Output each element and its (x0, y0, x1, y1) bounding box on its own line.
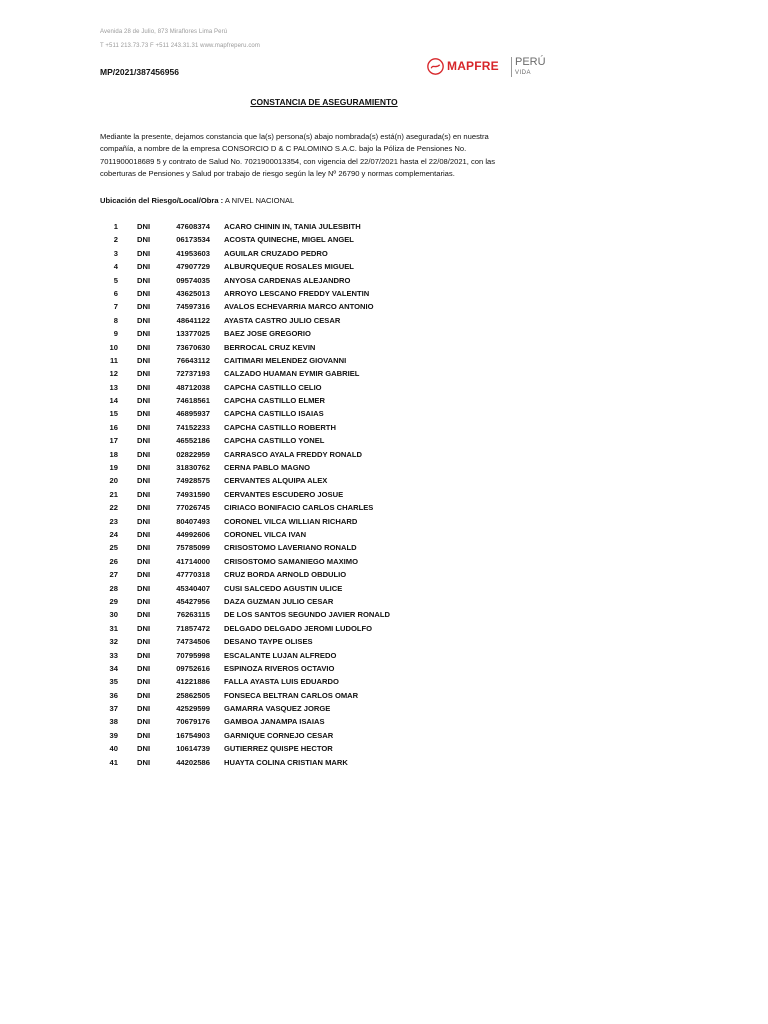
row-number: 21 (109, 489, 118, 499)
document-number: 45340407 (176, 583, 210, 593)
insured-name: GARNIQUE CORNEJO CESAR (224, 730, 334, 740)
row-number: 20 (109, 476, 118, 486)
row-number: 10 (109, 342, 118, 352)
row-number: 14 (109, 396, 118, 406)
table-row (0, 584, 768, 597)
table-row (0, 691, 768, 704)
document-type: DNI (137, 369, 151, 379)
document-type: DNI (137, 543, 151, 553)
insured-name: CERVANTES ESCUDERO JOSUE (224, 489, 344, 499)
insured-name: ALBURQUEQUE ROSALES MIGUEL (224, 262, 354, 272)
table-row (0, 329, 768, 342)
insured-name: CERVANTES ALQUIPA ALEX (224, 476, 328, 486)
table-row (0, 517, 768, 530)
insured-name: ACARO CHININ IN, TANIA JULESBITH (224, 222, 361, 231)
document-number: 43625013 (176, 288, 210, 298)
row-number: 34 (109, 663, 118, 673)
table-row (0, 302, 768, 315)
document-type: DNI (137, 583, 151, 593)
document-type: DNI (137, 717, 151, 727)
mapfre-logo-icon (427, 58, 444, 75)
insured-name: BAEZ JOSE GREGORIO (224, 329, 311, 339)
insured-name: HUAYTA COLINA CRISTIAN MARK (224, 757, 348, 767)
risk-location-value: A NIVEL NACIONAL (224, 196, 295, 205)
insured-name: CRISOSTOMO SAMANIEGO MAXIMO (224, 556, 359, 566)
insured-name: CERNA PABLO MAGNO (224, 463, 311, 473)
table-row (0, 276, 768, 289)
row-number: 19 (109, 463, 118, 473)
table-row (0, 369, 768, 382)
table-row (0, 249, 768, 262)
row-number: 16 (109, 422, 118, 432)
document-number: 74734506 (176, 637, 210, 647)
row-number: 40 (109, 744, 118, 754)
table-row (0, 262, 768, 275)
table-row (0, 383, 768, 396)
document-type: DNI (137, 449, 151, 459)
insured-name: CAPCHA CASTILLO ISAIAS (224, 409, 324, 419)
document-type: DNI (137, 690, 151, 700)
insured-name: GAMARRA VASQUEZ JORGE (224, 704, 331, 714)
document-type: DNI (137, 275, 151, 285)
intro-line: compañía, a nombre de la empresa CONSORCIO D & C PALOMINO S.A.C. bajo la Póliza de Pensiones No. (100, 144, 467, 154)
document-type: DNI (137, 677, 151, 687)
document-number: 02822959 (176, 449, 210, 459)
document-type: DNI (137, 556, 151, 566)
document-number: 06173534 (176, 235, 210, 245)
document-number: 70795998 (176, 650, 210, 660)
document-number: 09574035 (176, 275, 210, 285)
document-type: DNI (137, 302, 151, 312)
insured-name: DESANO TAYPE OLISES (224, 637, 313, 647)
insured-name: CAPCHA CASTILLO YONEL (224, 436, 325, 446)
intro-paragraph (100, 131, 540, 180)
row-number: 37 (109, 704, 118, 714)
row-number: 30 (109, 610, 118, 620)
row-number: 15 (109, 409, 118, 419)
insured-name: CAPCHA CASTILLO CELIO (224, 382, 322, 392)
document-type: DNI (137, 222, 151, 231)
document-reference: MP/2021/387456956 (100, 67, 179, 77)
insured-name: CARRASCO AYALA FREDDY RONALD (224, 449, 362, 459)
table-row (0, 570, 768, 583)
document-number: 44992606 (176, 529, 210, 539)
document-number: 74928575 (176, 476, 210, 486)
document-number: 16754903 (176, 730, 210, 740)
document-number: 74931590 (176, 489, 210, 499)
insured-name: BERROCAL CRUZ KEVIN (224, 342, 316, 352)
document-type: DNI (137, 409, 151, 419)
table-row (0, 476, 768, 489)
document-type: DNI (137, 489, 151, 499)
table-row (0, 717, 768, 730)
document-number: 76263115 (176, 610, 210, 620)
insured-name: CORONEL VILCA WILLIAN RICHARD (224, 516, 358, 526)
document-type: DNI (137, 529, 151, 539)
document-number: 41953603 (176, 248, 210, 258)
table-row (0, 731, 768, 744)
insured-name: ARROYO LESCANO FREDDY VALENTIN (224, 288, 370, 298)
row-number: 25 (109, 543, 118, 553)
row-number: 17 (109, 436, 118, 446)
table-row (0, 744, 768, 757)
document-type: DNI (137, 235, 151, 245)
insured-name: CAPCHA CASTILLO ROBERTH (224, 422, 336, 432)
table-row (0, 450, 768, 463)
insured-name: GUTIERREZ QUISPE HECTOR (224, 744, 333, 754)
document-type: DNI (137, 650, 151, 660)
insured-name: CALZADO HUAMAN EYMIR GABRIEL (224, 369, 360, 379)
row-number: 13 (109, 382, 118, 392)
document-type: DNI (137, 288, 151, 298)
document-type: DNI (137, 623, 151, 633)
insured-name: FALLA AYASTA LUIS EDUARDO (224, 677, 339, 687)
table-row (0, 396, 768, 409)
row-number: 33 (109, 650, 118, 660)
row-number: 22 (109, 503, 118, 513)
insured-name: DAZA GUZMAN JULIO CESAR (224, 596, 334, 606)
document-type: DNI (137, 463, 151, 473)
document-number: 75785099 (176, 543, 210, 553)
row-number: 24 (109, 529, 118, 539)
insured-name: ANYOSA CARDENAS ALEJANDRO (224, 275, 351, 285)
document-type: DNI (137, 596, 151, 606)
mapfre-logo (427, 55, 547, 79)
logo-country: PERÚ (515, 56, 546, 68)
table-row (0, 343, 768, 356)
row-number: 23 (109, 516, 118, 526)
row-number: 28 (109, 583, 118, 593)
document-type: DNI (137, 704, 151, 714)
risk-location-label: Ubicación del Riesgo/Local/Obra : (100, 196, 224, 205)
document-number: 74618561 (176, 396, 210, 406)
document-number: 70679176 (176, 717, 210, 727)
insured-name: AGUILAR CRUZADO PEDRO (224, 248, 328, 258)
document-type: DNI (137, 248, 151, 258)
insured-list (0, 222, 768, 771)
row-number: 27 (109, 570, 118, 580)
table-row (0, 704, 768, 717)
logo-subtitle: VIDA (515, 70, 532, 76)
document-type: DNI (137, 382, 151, 392)
table-row (0, 530, 768, 543)
document-type: DNI (137, 516, 151, 526)
row-number: 7 (113, 302, 118, 312)
document-number: 09752616 (176, 663, 210, 673)
table-row (0, 677, 768, 690)
table-row (0, 624, 768, 637)
insured-name: FONSECA BELTRAN CARLOS OMAR (224, 690, 359, 700)
company-contact: T +511 213.73.73 F +511 243.31.31 www.mapfreperu.com (100, 43, 260, 49)
document-number: 41714000 (176, 556, 210, 566)
document-number: 47770318 (176, 570, 210, 580)
table-row (0, 409, 768, 422)
logo-divider (511, 57, 512, 77)
risk-location (100, 196, 294, 205)
document-type: DNI (137, 744, 151, 754)
row-number: 41 (109, 757, 118, 767)
document-number: 25862505 (176, 690, 210, 700)
document-number: 71857472 (176, 623, 210, 633)
document-number: 44202586 (176, 757, 210, 767)
table-row (0, 637, 768, 650)
document-number: 47907729 (176, 262, 210, 272)
row-number: 31 (109, 623, 118, 633)
document-type: DNI (137, 262, 151, 272)
row-number: 6 (113, 288, 118, 298)
insured-name: AVALOS ECHEVARRIA MARCO ANTONIO (224, 302, 374, 312)
table-row (0, 356, 768, 369)
table-row (0, 289, 768, 302)
document-number: 76643112 (176, 355, 210, 365)
insured-name: ESCALANTE LUJAN ALFREDO (224, 650, 337, 660)
document-number: 47608374 (176, 222, 210, 231)
document-number: 13377025 (176, 329, 210, 339)
document-type: DNI (137, 436, 151, 446)
row-number: 11 (109, 355, 118, 365)
document-number: 46895937 (176, 409, 210, 419)
document-type: DNI (137, 355, 151, 365)
document-number: 80407493 (176, 516, 210, 526)
document-type: DNI (137, 342, 151, 352)
row-number: 12 (109, 369, 118, 379)
document-type: DNI (137, 315, 151, 325)
row-number: 8 (113, 315, 118, 325)
document-type: DNI (137, 570, 151, 580)
document-type: DNI (137, 730, 151, 740)
row-number: 5 (113, 275, 118, 285)
document-number: 46552186 (176, 436, 210, 446)
table-row (0, 597, 768, 610)
insured-name: CUSI SALCEDO AGUSTIN ULICE (224, 583, 343, 593)
row-number: 26 (109, 556, 118, 566)
table-row (0, 436, 768, 449)
intro-line: coberturas de Pensiones y Salud por trabajo de riesgo según la ley Nº 26790 y normas complementarias. (100, 168, 455, 178)
intro-line: Mediante la presente, dejamos constancia que la(s) persona(s) abajo nombrada(s) está(n) asegurada(s) en nuestra (100, 132, 489, 141)
table-row (0, 543, 768, 556)
insured-name: AYASTA CASTRO JULIO CESAR (224, 315, 341, 325)
document-number: 74152233 (176, 422, 210, 432)
table-row (0, 222, 768, 235)
table-row (0, 557, 768, 570)
logo-brand: MAPFRE (447, 59, 499, 73)
insured-name: CORONEL VILCA IVAN (224, 529, 307, 539)
row-number: 36 (109, 690, 118, 700)
insured-name: DE LOS SANTOS SEGUNDO JAVIER RONALD (224, 610, 390, 620)
insured-name: CAPCHA CASTILLO ELMER (224, 396, 325, 406)
row-number: 4 (113, 262, 118, 272)
insured-name: ACOSTA QUINECHE, MIGEL ANGEL (224, 235, 354, 245)
document-type: DNI (137, 637, 151, 647)
table-row (0, 503, 768, 516)
document-type: DNI (137, 610, 151, 620)
row-number: 39 (109, 730, 118, 740)
document-number: 77026745 (176, 503, 210, 513)
document-number: 73670630 (176, 342, 210, 352)
document-type: DNI (137, 422, 151, 432)
table-row (0, 664, 768, 677)
row-number: 29 (109, 596, 118, 606)
insured-name: ESPINOZA RIVEROS OCTAVIO (224, 663, 335, 673)
table-row (0, 758, 768, 771)
insured-name: CRUZ BORDA ARNOLD OBDULIO (224, 570, 347, 580)
row-number: 2 (113, 235, 118, 245)
document-number: 72737193 (176, 369, 210, 379)
table-row (0, 423, 768, 436)
document-title: CONSTANCIA DE ASEGURAMIENTO (250, 97, 398, 107)
document-type: DNI (137, 329, 151, 339)
intro-line: 7011900018689 5 y contrato de Salud No. 7021900013354, con vigencia del 22/07/2021 hasta el 22/08/2021, con las (100, 156, 496, 166)
table-row (0, 235, 768, 248)
row-number: 9 (113, 329, 118, 339)
document-number: 48712038 (176, 382, 210, 392)
table-row (0, 316, 768, 329)
row-number: 18 (109, 449, 118, 459)
document-number: 41221886 (176, 677, 210, 687)
row-number: 35 (109, 677, 118, 687)
document-type: DNI (137, 476, 151, 486)
document-number: 48641122 (176, 315, 210, 325)
document-type: DNI (137, 663, 151, 673)
row-number: 1 (113, 222, 118, 231)
table-row (0, 610, 768, 623)
document-number: 45427956 (176, 596, 210, 606)
document-type: DNI (137, 396, 151, 406)
row-number: 38 (109, 717, 118, 727)
table-row (0, 651, 768, 664)
table-row (0, 463, 768, 476)
document-number: 10614739 (176, 744, 210, 754)
document-type: DNI (137, 757, 151, 767)
document-number: 74597316 (176, 302, 210, 312)
insured-name: GAMBOA JANAMPA ISAIAS (224, 717, 325, 727)
insured-name: DELGADO DELGADO JEROMI LUDOLFO (224, 623, 373, 633)
row-number: 3 (113, 248, 118, 258)
row-number: 32 (109, 637, 118, 647)
document-number: 31830762 (176, 463, 210, 473)
insured-name: CRISOSTOMO LAVERIANO RONALD (224, 543, 357, 553)
document-type: DNI (137, 503, 151, 513)
company-address: Avenida 28 de Julio, 873 Miraflores Lima Perú (100, 29, 228, 35)
insured-name: CAITIMARI MELENDEZ GIOVANNI (224, 355, 347, 365)
document-number: 42529599 (176, 704, 210, 714)
table-row (0, 490, 768, 503)
insured-name: CIRIACO BONIFACIO CARLOS CHARLES (224, 503, 374, 513)
